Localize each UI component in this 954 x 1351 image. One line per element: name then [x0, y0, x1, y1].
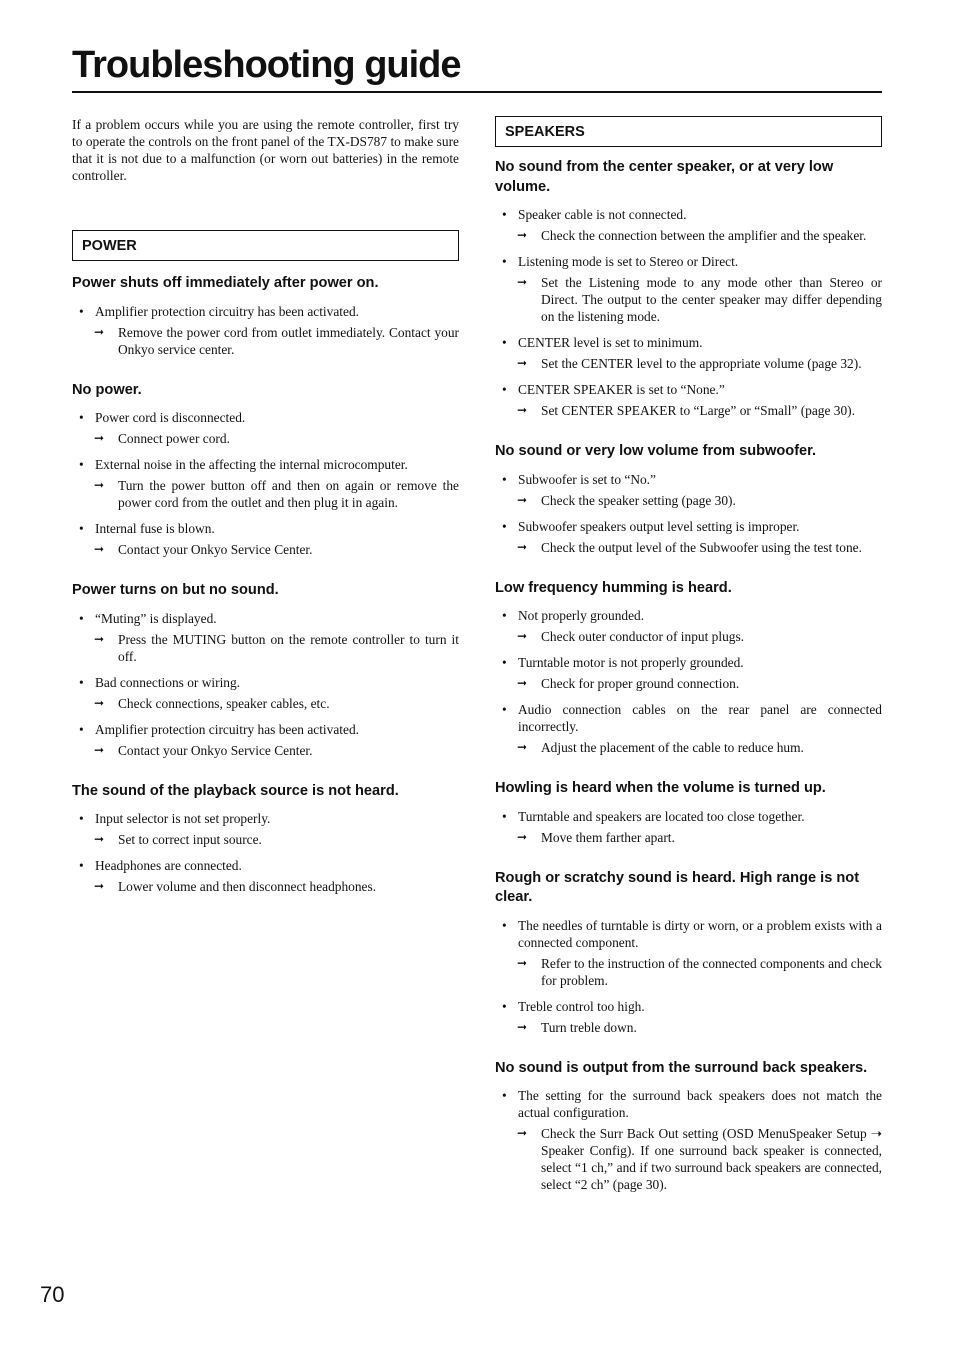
- cause-item: [495, 334, 882, 372]
- bullet-icon: •: [502, 998, 507, 1014]
- problem-heading: No sound or very low volume from subwoofer.: [495, 443, 817, 459]
- cause-item: [72, 857, 459, 895]
- remedy-label: Turn the power button off and then on again or remove the power cord from the outlet and then plug it in again.: [118, 478, 459, 510]
- bullet-icon: •: [502, 917, 507, 933]
- bullet-icon: •: [502, 382, 507, 397]
- bullet-icon: •: [79, 521, 84, 536]
- bullet-icon: •: [79, 721, 84, 737]
- remedy-label: Refer to the instruction of the connected components and check for problem.: [541, 955, 882, 988]
- cause-item: [72, 810, 459, 848]
- arrow-right-icon: ➞: [517, 1019, 528, 1034]
- problem-section: [495, 779, 882, 846]
- cause-item: [72, 303, 459, 358]
- remedy-label: Set CENTER SPEAKER to “Large” or “Small” (page 30).: [541, 403, 855, 418]
- cause-label: Internal fuse is blown.: [95, 521, 215, 536]
- problem-heading: No sound is output from the surround back speakers.: [495, 1059, 868, 1076]
- cause-label: Speaker cable is not connected.: [518, 207, 687, 222]
- remedy-label: Adjust the placement of the cable to reduce hum.: [541, 740, 804, 755]
- remedy-text: [495, 829, 882, 846]
- cause-label: External noise in the affecting the internal microcomputer.: [95, 457, 408, 472]
- cause-text: [495, 917, 882, 951]
- cause-label: Bad connections or wiring.: [95, 674, 241, 690]
- remedy-label: Remove the power cord from outlet immediately. Contact your Onkyo service center.: [118, 324, 459, 357]
- bullet-icon: •: [502, 518, 507, 534]
- cause-item: [72, 409, 459, 447]
- cause-text: [495, 206, 882, 223]
- arrow-right-icon: ➞: [94, 695, 105, 710]
- cause-text: [72, 810, 459, 827]
- remedy-text: [495, 539, 882, 556]
- remedy-text: [495, 274, 882, 325]
- speakers-section-header: [495, 116, 882, 147]
- arrow-right-icon: ➞: [94, 542, 105, 556]
- cause-label: “Muting” is displayed.: [95, 610, 217, 626]
- bullet-icon: •: [502, 335, 507, 350]
- problem-section: [72, 782, 459, 896]
- problem-section: [72, 381, 459, 559]
- cause-item: [495, 518, 882, 556]
- cause-item: [495, 998, 882, 1036]
- cause-text: [495, 518, 882, 535]
- remedy-text: [72, 631, 459, 665]
- arrow-right-icon: ➞: [517, 539, 528, 554]
- cause-label: Turntable motor is not properly grounded.: [518, 655, 744, 670]
- remedy-text: [72, 878, 459, 895]
- cause-label: Subwoofer is set to “No.”: [518, 471, 656, 487]
- remedy-text: [495, 955, 882, 989]
- problem-section: [495, 442, 882, 556]
- power-section-header: [72, 230, 459, 261]
- remedy-text: [72, 324, 459, 358]
- remedy-text: [72, 742, 459, 759]
- cause-text: [72, 610, 459, 627]
- cause-item: [72, 456, 459, 511]
- cause-label: Amplifier protection circuitry has been activated.: [95, 303, 359, 319]
- problem-heading: Power shuts off immediately after power on.: [72, 275, 379, 291]
- speakers-problem-list: [495, 158, 882, 1193]
- right-column: [495, 116, 882, 1216]
- problem-section: [495, 158, 882, 419]
- cause-text: [72, 456, 459, 473]
- remedy-text: [495, 1019, 882, 1036]
- page-number: 70: [40, 1282, 65, 1307]
- cause-text: [72, 520, 459, 537]
- problem-heading: No power.: [72, 381, 142, 398]
- bullet-icon: •: [79, 457, 84, 472]
- cause-label: Subwoofer speakers output level setting is improper.: [518, 518, 800, 534]
- arrow-right-icon: ➞: [517, 356, 528, 370]
- remedy-label: Check the speaker setting (page 30).: [541, 492, 736, 508]
- cause-text: [495, 381, 882, 398]
- remedy-label: Connect power cord.: [118, 431, 230, 446]
- arrow-right-icon: ➞: [94, 478, 105, 492]
- problem-section: [495, 1059, 882, 1194]
- problem-heading: Howling is heard when the volume is turned up.: [495, 780, 826, 796]
- remedy-label: Lower volume and then disconnect headphones.: [118, 879, 377, 894]
- remedy-label: Press the MUTING button on the remote controller to turn it off.: [118, 631, 459, 664]
- cause-item: [72, 721, 459, 759]
- problem-section: [495, 579, 882, 757]
- arrow-right-icon: ➞: [517, 275, 528, 289]
- cause-text: [495, 808, 882, 825]
- cause-item: [495, 253, 882, 325]
- cause-item: [495, 381, 882, 419]
- cause-text: [495, 701, 882, 735]
- cause-text: [72, 674, 459, 691]
- cause-text: [72, 857, 459, 874]
- problem-heading: Rough or scratchy sound is heard. High range is not clear.: [495, 869, 860, 905]
- remedy-text: [72, 831, 459, 848]
- cause-item: [495, 1087, 882, 1193]
- remedy-label: Check outer conductor of input plugs.: [541, 629, 745, 644]
- cause-label: Listening mode is set to Stereo or Direct.: [518, 254, 739, 269]
- cause-item: [495, 917, 882, 989]
- arrow-right-icon: ➞: [517, 492, 528, 507]
- cause-label: The setting for the surround back speakers does not match the actual configuration.: [518, 1088, 882, 1120]
- cause-item: [72, 520, 459, 558]
- bullet-icon: •: [79, 303, 84, 319]
- cause-text: [495, 471, 882, 488]
- arrow-right-icon: ➞: [517, 740, 528, 754]
- cause-text: [495, 334, 882, 351]
- arrow-right-icon: ➞: [517, 629, 528, 643]
- cause-item: [72, 674, 459, 712]
- remedy-label: Contact your Onkyo Service Center.: [118, 542, 313, 557]
- arrow-right-icon: ➞: [94, 742, 105, 757]
- cause-item: [495, 206, 882, 244]
- left-column: [72, 116, 459, 918]
- bullet-icon: •: [79, 610, 84, 626]
- remedy-label: Check the Surr Back Out setting (OSD MenuSpeaker Setup ➝ Speaker Config). If one surround back speaker is connected, select “1 ch,” and if two surround back speakers are connected, select “2 ch” (page 30).: [541, 1126, 882, 1192]
- cause-text: [495, 253, 882, 270]
- remedy-text: [495, 675, 882, 692]
- remedy-label: Check the connection between the amplifier and the speaker.: [541, 228, 867, 243]
- arrow-right-icon: ➞: [517, 829, 528, 844]
- arrow-right-icon: ➞: [517, 403, 528, 417]
- arrow-right-icon: ➞: [517, 955, 528, 970]
- arrow-right-icon: ➞: [517, 228, 528, 242]
- power-problem-list: [72, 274, 459, 895]
- bullet-icon: •: [502, 808, 507, 824]
- arrow-right-icon: ➞: [517, 676, 528, 690]
- bullet-icon: •: [502, 471, 507, 487]
- cause-label: Treble control too high.: [518, 998, 645, 1014]
- title-rule: [72, 91, 882, 93]
- problem-section: [495, 869, 882, 1036]
- cause-label: Amplifier protection circuitry has been activated.: [95, 721, 359, 737]
- problem-section: [72, 274, 459, 358]
- cause-label: Not properly grounded.: [518, 608, 645, 623]
- remedy-text: [495, 355, 882, 372]
- remedy-text: [72, 430, 459, 447]
- remedy-text: [495, 492, 882, 509]
- cause-item: [72, 610, 459, 665]
- cause-item: [495, 808, 882, 846]
- arrow-right-icon: ➞: [94, 879, 105, 893]
- bullet-icon: •: [502, 1088, 507, 1103]
- bullet-icon: •: [502, 702, 507, 717]
- cause-item: [495, 607, 882, 645]
- remedy-text: [495, 739, 882, 756]
- bullet-icon: •: [502, 608, 507, 623]
- arrow-right-icon: ➞: [94, 832, 105, 846]
- cause-item: [495, 701, 882, 756]
- bullet-icon: •: [502, 254, 507, 269]
- remedy-label: Contact your Onkyo Service Center.: [118, 742, 313, 758]
- arrow-right-icon: ➞: [94, 431, 105, 445]
- cause-item: [495, 654, 882, 692]
- remedy-label: Set the Listening mode to any mode other than Stereo or Direct. The output to the center speaker may differ depending on the listening mode.: [541, 275, 882, 324]
- remedy-label: Set the CENTER level to the appropriate volume (page 32).: [541, 356, 862, 371]
- problem-section: [72, 581, 459, 759]
- cause-label: CENTER SPEAKER is set to “None.”: [518, 382, 725, 397]
- remedy-text: [495, 1125, 882, 1193]
- power-section-label: POWER: [82, 237, 137, 254]
- cause-text: [495, 1087, 882, 1121]
- cause-text: [495, 607, 882, 624]
- remedy-label: Check the output level of the Subwoofer using the test tone.: [541, 539, 862, 555]
- remedy-label: Turn treble down.: [541, 1019, 637, 1035]
- arrow-right-icon: ➞: [517, 1126, 528, 1140]
- arrow-right-icon: ➞: [94, 324, 105, 339]
- cause-text: [495, 654, 882, 671]
- bullet-icon: •: [79, 410, 84, 425]
- problem-heading: Low frequency humming is heard.: [495, 579, 732, 596]
- cause-text: [72, 409, 459, 426]
- cause-label: Input selector is not set properly.: [95, 811, 271, 826]
- remedy-text: [495, 402, 882, 419]
- cause-text: [72, 303, 459, 320]
- cause-label: Audio connection cables on the rear panel are connected incorrectly.: [518, 702, 882, 734]
- cause-text: [495, 998, 882, 1015]
- bullet-icon: •: [79, 858, 84, 873]
- speakers-section-label: SPEAKERS: [505, 123, 585, 140]
- arrow-right-icon: ➞: [94, 631, 105, 646]
- remedy-text: [495, 628, 882, 645]
- problem-heading: Power turns on but no sound.: [72, 582, 279, 598]
- remedy-label: Check for proper ground connection.: [541, 676, 740, 691]
- cause-label: Power cord is disconnected.: [95, 410, 246, 425]
- bullet-icon: •: [79, 811, 84, 826]
- intro-paragraph: If a problem occurs while you are using the remote controller, first try to operate the controls on the front panel of the TX-DS787 to make sure that it is not due to a malfunction (or worn out batteries) in the remote controller.: [72, 117, 459, 183]
- bullet-icon: •: [502, 207, 507, 222]
- remedy-text: [495, 227, 882, 244]
- remedy-label: Set to correct input source.: [118, 832, 262, 847]
- bullet-icon: •: [79, 674, 84, 690]
- problem-heading: No sound from the center speaker, or at very low volume.: [495, 159, 834, 195]
- cause-item: [495, 471, 882, 509]
- cause-text: [72, 721, 459, 738]
- remedy-text: [72, 695, 459, 712]
- remedy-label: Move them farther apart.: [541, 829, 675, 845]
- cause-label: CENTER level is set to minimum.: [518, 335, 703, 350]
- remedy-text: [72, 541, 459, 558]
- remedy-text: [72, 477, 459, 511]
- page-title: Troubleshooting guide: [72, 44, 461, 86]
- bullet-icon: •: [502, 655, 507, 670]
- cause-label: Turntable and speakers are located too close together.: [518, 808, 805, 824]
- cause-label: Headphones are connected.: [95, 858, 242, 873]
- problem-heading: The sound of the playback source is not heard.: [72, 782, 399, 799]
- remedy-label: Check connections, speaker cables, etc.: [118, 695, 330, 711]
- cause-label: The needles of turntable is dirty or worn, or a problem exists with a connected component.: [518, 917, 882, 950]
